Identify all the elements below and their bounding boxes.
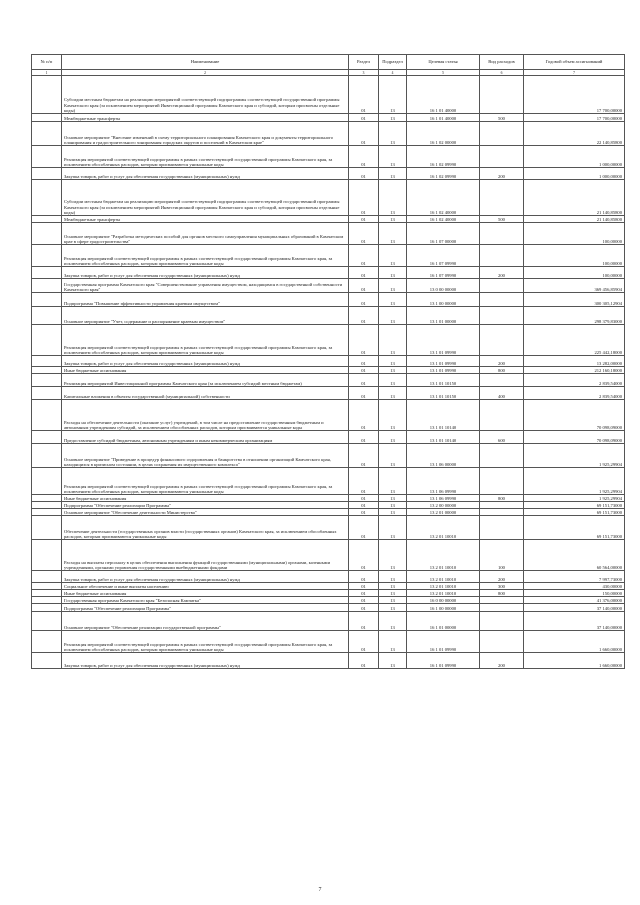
row-number-cell (32, 431, 62, 444)
row-number-cell (32, 168, 62, 180)
row-amount-cell: 298 379,83000 (524, 307, 625, 325)
row-amount-cell: 41 376,00000 (524, 597, 625, 604)
table-row (32, 612, 625, 631)
row-expense-type-cell (480, 612, 524, 631)
row-amount-cell: 69 151,73000 (524, 502, 625, 509)
row-target-article-cell: 16 1 01 09990 (407, 631, 480, 653)
row-expense-type-cell: 200 (480, 653, 524, 669)
row-number-cell (32, 387, 62, 400)
row-number-cell (32, 597, 62, 604)
table-row (32, 387, 625, 400)
row-amount-cell: 37 140,00000 (524, 604, 625, 612)
col-number-3: 3 (349, 70, 379, 76)
row-target-article-cell: 13 2 01 10010 (407, 571, 480, 583)
row-number-cell (32, 631, 62, 653)
row-target-article-cell: 13 1 01 09990 (407, 325, 480, 356)
row-number-cell (32, 444, 62, 468)
table-row (32, 431, 625, 444)
row-section-cell: 01 (349, 653, 379, 669)
row-expense-type-cell (480, 293, 524, 307)
row-number-cell (32, 223, 62, 245)
row-number-cell (32, 571, 62, 583)
row-expense-type-cell: 200 (480, 267, 524, 279)
col-number-4: 4 (379, 70, 407, 76)
row-number-cell (32, 367, 62, 374)
row-subsection-cell: 13 (379, 604, 407, 612)
row-name-cell: Межбюджетные трансферты (62, 114, 349, 122)
row-amount-cell: 22 140,85800 (524, 122, 625, 146)
row-subsection-cell: 13 (379, 367, 407, 374)
row-subsection-cell: 13 (379, 495, 407, 502)
row-target-article-cell: 16 1 00 00000 (407, 604, 480, 612)
row-subsection-cell: 13 (379, 431, 407, 444)
row-amount-cell: 1 925,29904 (524, 444, 625, 468)
table-row (32, 114, 625, 122)
row-section-cell: 01 (349, 325, 379, 356)
row-subsection-cell: 13 (379, 653, 407, 669)
row-section-cell: 01 (349, 307, 379, 325)
row-amount-cell: 60 564,00000 (524, 540, 625, 571)
table-row (32, 245, 625, 267)
row-name-cell: Основное мероприятие "Разработка методических пособий для органов местного самоуправления муниципальных образований в Камчатском крае в сфере градостроительства" (62, 223, 349, 245)
row-target-article-cell: 13 1 00 00000 (407, 293, 480, 307)
row-subsection-cell: 13 (379, 374, 407, 387)
row-number-cell (32, 180, 62, 216)
row-name-cell: Реализация мероприятий соответствующей подпрограммы в рамках соответствующей государственной программы Камчатского края, за исключением обособленных расходов, которым присваиваются уникальные коды (62, 146, 349, 168)
row-target-article-cell: 16 1 01 00000 (407, 612, 480, 631)
row-expense-type-cell (480, 279, 524, 293)
row-number-cell (32, 612, 62, 631)
row-number-cell (32, 653, 62, 669)
row-target-article-cell: 13 2 01 10010 (407, 590, 480, 597)
row-number-cell (32, 122, 62, 146)
row-name-cell: Иные бюджетные ассигнования (62, 367, 349, 374)
row-section-cell: 01 (349, 495, 379, 502)
budget-table-sheet (31, 54, 624, 669)
table-row (32, 146, 625, 168)
row-number-cell (32, 325, 62, 356)
row-section-cell: 01 (349, 540, 379, 571)
row-subsection-cell: 13 (379, 540, 407, 571)
row-amount-cell: 100,00000 (524, 267, 625, 279)
row-section-cell: 01 (349, 400, 379, 431)
table-row (32, 495, 625, 502)
row-number-cell (32, 502, 62, 509)
row-name-cell: Реализация мероприятий соответствующей подпрограммы в рамках соответствующей государственной программы Камчатского края, за исключением обособленных расходов, которым присваиваются уникальные коды (62, 468, 349, 495)
row-subsection-cell: 13 (379, 516, 407, 540)
row-section-cell: 01 (349, 180, 379, 216)
row-amount-cell: 1 000,00000 (524, 146, 625, 168)
table-row (32, 374, 625, 387)
row-name-cell: Иные бюджетные ассигнования (62, 590, 349, 597)
table-row (32, 356, 625, 367)
row-number-cell (32, 356, 62, 367)
row-amount-cell: 70 098,09000 (524, 431, 625, 444)
col-header-expense-type: Вид расходов (480, 55, 524, 70)
row-expense-type-cell (480, 325, 524, 356)
row-name-cell: Субсидии местным бюджетам на реализацию мероприятий соответствующей подпрограммы соответствующей государственной программы Камчатского края (за исключением мероприятий Инвестиционной программы Камчатского края и субсидий, которым присвоены отдельные коды) (62, 180, 349, 216)
row-expense-type-cell (480, 509, 524, 516)
row-subsection-cell: 13 (379, 223, 407, 245)
row-name-cell: Закупка товаров, работ и услуг для обеспечения государственных (муниципальных) нужд (62, 356, 349, 367)
row-name-cell: Капитальные вложения в объекты государственной (муниципальной) собственности (62, 387, 349, 400)
row-subsection-cell: 13 (379, 444, 407, 468)
table-row (32, 267, 625, 279)
col-number-7: 7 (524, 70, 625, 76)
row-expense-type-cell: 200 (480, 571, 524, 583)
row-expense-type-cell (480, 307, 524, 325)
row-target-article-cell: 13 2 01 00000 (407, 509, 480, 516)
row-amount-cell: 69 151,73000 (524, 516, 625, 540)
row-number-cell (32, 267, 62, 279)
table-row (32, 168, 625, 180)
row-target-article-cell: 16 1 02 09990 (407, 146, 480, 168)
col-header-annual-amount: Годовой объем ассигнований (524, 55, 625, 70)
row-amount-cell: 13 282,00000 (524, 356, 625, 367)
table-row (32, 516, 625, 540)
row-amount-cell: 2 839,54000 (524, 374, 625, 387)
row-subsection-cell: 13 (379, 597, 407, 604)
row-section-cell: 01 (349, 374, 379, 387)
row-section-cell: 01 (349, 279, 379, 293)
row-subsection-cell: 13 (379, 612, 407, 631)
row-section-cell: 01 (349, 122, 379, 146)
table-row (32, 223, 625, 245)
row-name-cell: Закупка товаров, работ и услуг для обеспечения государственных (муниципальных) нужд (62, 653, 349, 669)
table-row (32, 216, 625, 223)
table-row (32, 509, 625, 516)
row-name-cell: Обеспечение деятельности (государственных органов власти (государственных органов) Камчатского края, за исключением обособленных расходов, которым присваиваются уникальные коды (62, 516, 349, 540)
row-name-cell: Подпрограмма "Повышение эффективности управления краевым имуществом" (62, 293, 349, 307)
row-expense-type-cell: 800 (480, 367, 524, 374)
table-row (32, 444, 625, 468)
row-section-cell: 01 (349, 387, 379, 400)
row-section-cell: 01 (349, 468, 379, 495)
row-number-cell (32, 400, 62, 431)
row-name-cell: Подпрограмма "Обеспечение реализации Программы" (62, 604, 349, 612)
row-subsection-cell: 13 (379, 293, 407, 307)
col-header-section: Раздел (349, 55, 379, 70)
row-name-cell: Реализация мероприятий соответствующей подпрограммы в рамках соответствующей государственной программы Камчатского края, за исключением обособленных расходов, которым присваиваются уникальные коды (62, 631, 349, 653)
row-subsection-cell: 13 (379, 631, 407, 653)
table-row (32, 540, 625, 571)
row-name-cell: Закупка товаров, работ и услуг для обеспечения государственных (муниципальных) нужд (62, 267, 349, 279)
row-expense-type-cell: 200 (480, 356, 524, 367)
row-amount-cell: 2 839,54000 (524, 387, 625, 400)
row-target-article-cell: 16 1 02 09990 (407, 168, 480, 180)
row-subsection-cell: 13 (379, 279, 407, 293)
row-amount-cell: 369 456,85904 (524, 279, 625, 293)
table-row (32, 76, 625, 114)
row-amount-cell: 300 305,12904 (524, 293, 625, 307)
row-amount-cell: 1 925,29904 (524, 468, 625, 495)
row-target-article-cell: 16 0 00 00000 (407, 597, 480, 604)
row-name-cell: Государственная программа Камчатского края "Совершенствование управления имуществом, находящимся в государственной собственности Камчатского края" (62, 279, 349, 293)
row-amount-cell: 100,00000 (524, 245, 625, 267)
row-number-cell (32, 245, 62, 267)
row-expense-type-cell (480, 180, 524, 216)
row-subsection-cell: 13 (379, 502, 407, 509)
row-section-cell: 01 (349, 146, 379, 168)
row-section-cell: 01 (349, 597, 379, 604)
row-amount-cell: 7 997,73000 (524, 571, 625, 583)
row-target-article-cell: 16 1 01 40000 (407, 114, 480, 122)
row-expense-type-cell (480, 468, 524, 495)
table-row (32, 279, 625, 293)
row-target-article-cell: 16 1 01 40000 (407, 76, 480, 114)
row-name-cell: Расходы на обеспечение деятельности (оказание услуг) учреждений, в том числе на предоставление государственным бюджетным и автономным учреждениям субсидий, за исключением обособленных расходов, которым присваиваются уникальные коды (62, 400, 349, 431)
row-expense-type-cell: 200 (480, 168, 524, 180)
row-section-cell: 01 (349, 604, 379, 612)
row-name-cell: Основное мероприятие "Обеспечение реализации государственной программы" (62, 612, 349, 631)
row-amount-cell: 1 000,00000 (524, 168, 625, 180)
row-section-cell: 01 (349, 590, 379, 597)
row-name-cell: Социальное обеспечение и иные выплаты населению (62, 583, 349, 590)
row-target-article-cell: 13 1 01 10140 (407, 431, 480, 444)
row-name-cell: Реализация мероприятий Инвестиционной программы Камчатского края (за исключением субсидий местным бюджетам) (62, 374, 349, 387)
row-section-cell: 01 (349, 114, 379, 122)
row-target-article-cell: 13 1 01 09990 (407, 356, 480, 367)
row-number-cell (32, 114, 62, 122)
row-expense-type-cell: 100 (480, 540, 524, 571)
row-subsection-cell: 13 (379, 356, 407, 367)
row-amount-cell: 1 925,29904 (524, 495, 625, 502)
row-subsection-cell: 13 (379, 76, 407, 114)
row-section-cell: 01 (349, 367, 379, 374)
row-expense-type-cell (480, 245, 524, 267)
row-section-cell: 01 (349, 216, 379, 223)
page-number: 7 (318, 887, 322, 893)
budget-table (31, 54, 625, 669)
row-name-cell: Реализация мероприятий соответствующей подпрограммы в рамках соответствующей государственной программы Камчатского края, за исключением обособленных расходов, которым присваиваются уникальные коды (62, 245, 349, 267)
row-subsection-cell: 13 (379, 180, 407, 216)
row-target-article-cell: 16 1 02 40000 (407, 216, 480, 223)
row-amount-cell: 17 700,00000 (524, 114, 625, 122)
row-amount-cell: 21 140,85800 (524, 216, 625, 223)
row-number-cell (32, 374, 62, 387)
row-expense-type-cell (480, 223, 524, 245)
row-name-cell: Основное мероприятие "Внесение изменений в схему территориального планирования Камчатского края и документы территориального планирования и градостроительного зонирования городских округов и поселений в Камчатском крае" (62, 122, 349, 146)
row-amount-cell: 1 660,00000 (524, 653, 625, 669)
row-target-article-cell: 13 1 01 10150 (407, 374, 480, 387)
row-name-cell: Субсидии местным бюджетам на реализацию мероприятий соответствующей подпрограммы соответствующей государственной программы Камчатского края (за исключением мероприятий Инвестиционной программы Камчатского края и субсидий, которым присвоены отдельные коды) (62, 76, 349, 114)
row-section-cell: 01 (349, 502, 379, 509)
row-name-cell: Подпрограмма "Обеспечение реализации Программы" (62, 502, 349, 509)
col-number-5: 5 (407, 70, 480, 76)
row-target-article-cell: 13 1 01 00000 (407, 307, 480, 325)
row-amount-cell: 37 140,00000 (524, 612, 625, 631)
row-subsection-cell: 13 (379, 571, 407, 583)
col-header-number: № п/п (32, 55, 62, 70)
table-body (32, 76, 625, 669)
row-expense-type-cell (480, 597, 524, 604)
row-amount-cell: 1 660,00000 (524, 631, 625, 653)
row-expense-type-cell: 800 (480, 590, 524, 597)
table-row (32, 122, 625, 146)
row-number-cell (32, 76, 62, 114)
row-number-cell (32, 604, 62, 612)
row-subsection-cell: 13 (379, 400, 407, 431)
row-section-cell: 01 (349, 431, 379, 444)
row-expense-type-cell: 600 (480, 431, 524, 444)
row-expense-type-cell (480, 444, 524, 468)
row-amount-cell: 430,00000 (524, 583, 625, 590)
col-number-2: 2 (62, 70, 349, 76)
row-target-article-cell: 16 1 07 09990 (407, 267, 480, 279)
row-name-cell: Основное мероприятие "Учет, содержание и распоряжение краевым имуществом" (62, 307, 349, 325)
row-section-cell: 01 (349, 516, 379, 540)
row-amount-cell: 150,00000 (524, 590, 625, 597)
col-header-name: Наименование (62, 55, 349, 70)
row-section-cell: 01 (349, 245, 379, 267)
row-amount-cell: 21 140,85800 (524, 180, 625, 216)
col-number-1: 1 (32, 70, 62, 76)
row-target-article-cell: 13 1 01 10150 (407, 387, 480, 400)
row-number-cell (32, 583, 62, 590)
table-row (32, 180, 625, 216)
row-target-article-cell: 16 1 02 40000 (407, 180, 480, 216)
row-number-cell (32, 216, 62, 223)
row-section-cell: 01 (349, 612, 379, 631)
row-amount-cell: 70 098,09000 (524, 400, 625, 431)
row-amount-cell: 69 151,73000 (524, 509, 625, 516)
row-subsection-cell: 13 (379, 590, 407, 597)
row-number-cell (32, 516, 62, 540)
row-subsection-cell: 13 (379, 122, 407, 146)
row-subsection-cell: 13 (379, 509, 407, 516)
row-number-cell (32, 279, 62, 293)
row-subsection-cell: 13 (379, 168, 407, 180)
table-row (32, 293, 625, 307)
row-section-cell: 01 (349, 223, 379, 245)
row-name-cell: Предоставление субсидий бюджетным, автономным учреждениям и иным некоммерческим организациям (62, 431, 349, 444)
row-name-cell: Государственная программа Камчатского края "Безопасная Камчатка" (62, 597, 349, 604)
table-row (32, 653, 625, 669)
row-target-article-cell: 13 1 06 09990 (407, 495, 480, 502)
row-number-cell (32, 509, 62, 516)
row-subsection-cell: 13 (379, 468, 407, 495)
table-row (32, 597, 625, 604)
table-row (32, 502, 625, 509)
row-name-cell: Реализация мероприятий соответствующей подпрограммы в рамках соответствующей государственной программы Камчатского края, за исключением обособленных расходов, которым присваиваются уникальные коды (62, 325, 349, 356)
row-number-cell (32, 307, 62, 325)
row-subsection-cell: 13 (379, 387, 407, 400)
table-row (32, 468, 625, 495)
table-row (32, 571, 625, 583)
row-subsection-cell: 13 (379, 267, 407, 279)
row-expense-type-cell (480, 374, 524, 387)
row-name-cell: Закупка товаров, работ и услуг для обеспечения государственных (муниципальных) нужд (62, 571, 349, 583)
row-subsection-cell: 13 (379, 325, 407, 356)
row-target-article-cell: 13 1 01 10140 (407, 400, 480, 431)
table-row (32, 307, 625, 325)
row-amount-cell: 212 160,18000 (524, 367, 625, 374)
row-expense-type-cell: 800 (480, 495, 524, 502)
row-subsection-cell: 13 (379, 114, 407, 122)
row-expense-type-cell (480, 400, 524, 431)
row-target-article-cell: 13 2 01 10010 (407, 583, 480, 590)
row-section-cell: 01 (349, 76, 379, 114)
table-row (32, 400, 625, 431)
row-name-cell: Закупка товаров, работ и услуг для обеспечения государственных (муниципальных) нужд (62, 168, 349, 180)
row-section-cell: 01 (349, 509, 379, 516)
row-target-article-cell: 16 1 01 09990 (407, 653, 480, 669)
row-name-cell: Расходы на выплаты персоналу в целях обеспечения выполнения функций государственными (муниципальными) органами, казенными учреждениями, органами управления государственными внебюджетными фондами (62, 540, 349, 571)
row-target-article-cell: 13 1 06 00000 (407, 444, 480, 468)
row-subsection-cell: 13 (379, 216, 407, 223)
row-target-article-cell: 13 1 06 09990 (407, 468, 480, 495)
table-row (32, 604, 625, 612)
row-section-cell: 01 (349, 444, 379, 468)
row-number-cell (32, 590, 62, 597)
row-section-cell: 01 (349, 571, 379, 583)
row-name-cell: Межбюджетные трансферты (62, 216, 349, 223)
row-expense-type-cell (480, 604, 524, 612)
row-target-article-cell: 16 1 07 00000 (407, 223, 480, 245)
row-expense-type-cell: 500 (480, 114, 524, 122)
row-expense-type-cell: 400 (480, 387, 524, 400)
row-target-article-cell: 16 1 02 00000 (407, 122, 480, 146)
row-name-cell: Иные бюджетные ассигнования (62, 495, 349, 502)
row-target-article-cell: 13 1 01 09990 (407, 367, 480, 374)
row-target-article-cell: 13 2 00 00000 (407, 502, 480, 509)
row-number-cell (32, 468, 62, 495)
col-header-target-article: Целевая статья (407, 55, 480, 70)
row-section-cell: 01 (349, 356, 379, 367)
row-number-cell (32, 495, 62, 502)
row-expense-type-cell (480, 631, 524, 653)
row-section-cell: 01 (349, 293, 379, 307)
row-expense-type-cell (480, 146, 524, 168)
row-subsection-cell: 13 (379, 307, 407, 325)
row-target-article-cell: 13 0 00 00000 (407, 279, 480, 293)
row-number-cell (32, 540, 62, 571)
row-section-cell: 01 (349, 583, 379, 590)
row-subsection-cell: 13 (379, 245, 407, 267)
row-expense-type-cell: 500 (480, 216, 524, 223)
row-subsection-cell: 13 (379, 583, 407, 590)
table-row (32, 583, 625, 590)
row-number-cell (32, 293, 62, 307)
row-amount-cell: 17 700,00000 (524, 76, 625, 114)
row-amount-cell: 225 442,18000 (524, 325, 625, 356)
table-row (32, 631, 625, 653)
table-row (32, 367, 625, 374)
col-header-subsection: Подраздел (379, 55, 407, 70)
row-expense-type-cell: 300 (480, 583, 524, 590)
table-header-row (32, 55, 625, 70)
table-row (32, 325, 625, 356)
table-row (32, 590, 625, 597)
col-number-6: 6 (480, 70, 524, 76)
row-expense-type-cell (480, 122, 524, 146)
row-section-cell: 01 (349, 267, 379, 279)
row-target-article-cell: 16 1 07 09990 (407, 245, 480, 267)
row-target-article-cell: 13 2 01 10010 (407, 540, 480, 571)
row-target-article-cell: 13 2 01 10010 (407, 516, 480, 540)
row-expense-type-cell (480, 516, 524, 540)
row-subsection-cell: 13 (379, 146, 407, 168)
row-section-cell: 01 (349, 631, 379, 653)
row-section-cell: 01 (349, 168, 379, 180)
row-number-cell (32, 146, 62, 168)
row-name-cell: Основное мероприятие "Приведение в процедур финансового оздоровления и банкротства в отношении организаций Камчатского края, находящихся в кризисном состоянии, в целях сохранения их имущественного комплекса" (62, 444, 349, 468)
row-expense-type-cell (480, 502, 524, 509)
row-expense-type-cell (480, 76, 524, 114)
row-name-cell: Основное мероприятие "Обеспечение деятельности Министерства" (62, 509, 349, 516)
row-amount-cell: 100,00000 (524, 223, 625, 245)
